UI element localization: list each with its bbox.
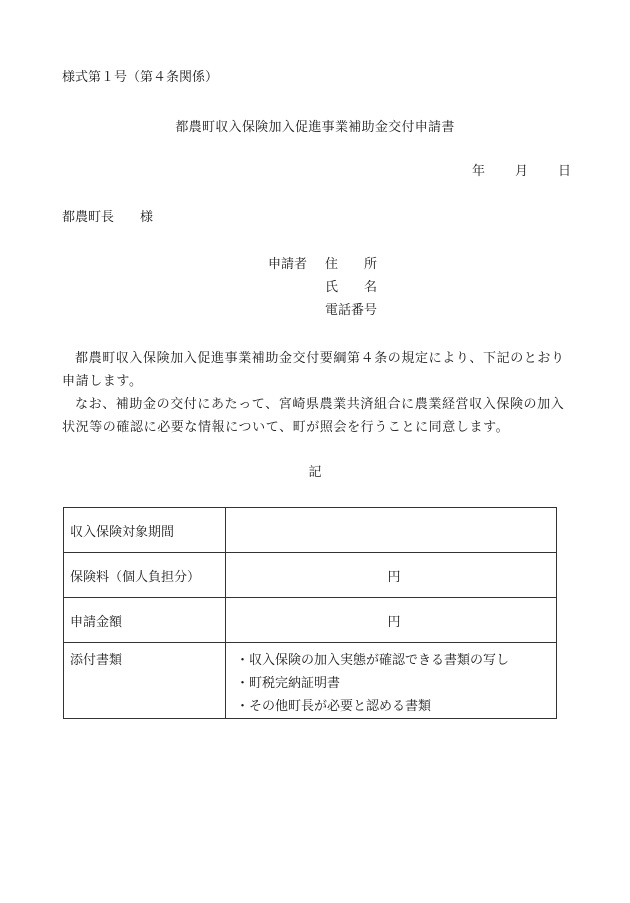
- applicant-label: 申請者: [268, 257, 308, 272]
- statement-paragraph-1: 都農町収入保険加入促進事業補助金交付要綱第４条の規定により、下記のとおり申請します。: [62, 351, 565, 389]
- date-year-label: 年: [472, 164, 486, 179]
- date-line: [472, 164, 571, 180]
- statement-paragraph-2: なお、補助金の交付にあたって、宮崎県農業共済組合に農業経営収入保険の加入状況等の確認に必要な情報について、町が照会を行うことに同意します。: [62, 397, 565, 435]
- list-item: ・ 町税完納証明書: [236, 672, 556, 695]
- list-item: ・ その他町長が必要と認める書類: [236, 695, 556, 718]
- row-label: 保険料（個人負担分）: [64, 553, 226, 598]
- table-row: [64, 643, 557, 719]
- table-row: [64, 598, 557, 643]
- application-details-table: [63, 507, 557, 719]
- date-month-label: 月: [515, 164, 529, 179]
- table-row: [64, 508, 557, 553]
- addressee: 都農町長 様: [62, 210, 154, 225]
- form-number: 様式第１号（第４条関係）: [62, 70, 219, 85]
- attachments-cell: [226, 643, 557, 719]
- ki-heading: 記: [308, 465, 322, 480]
- date-day-label: 日: [558, 164, 572, 179]
- row-label: 申請金額: [64, 598, 226, 643]
- address-label: 住 所: [325, 257, 378, 272]
- row-value: 円: [226, 553, 557, 598]
- row-label: 収入保険対象期間: [64, 508, 226, 553]
- phone-label: 電話番号: [325, 303, 378, 318]
- row-value: [226, 508, 557, 553]
- row-value: 円: [226, 598, 557, 643]
- application-statement: [62, 347, 572, 439]
- list-item: ・ 収入保険の加入実態が確認できる書類の写し: [236, 649, 556, 672]
- document-title: 都農町収入保険加入促進事業補助金交付申請書: [175, 120, 455, 135]
- attachments-label: 添付書類: [64, 643, 226, 719]
- name-label: 氏 名: [325, 280, 378, 295]
- table-row: [64, 553, 557, 598]
- attachments-list: [232, 649, 556, 718]
